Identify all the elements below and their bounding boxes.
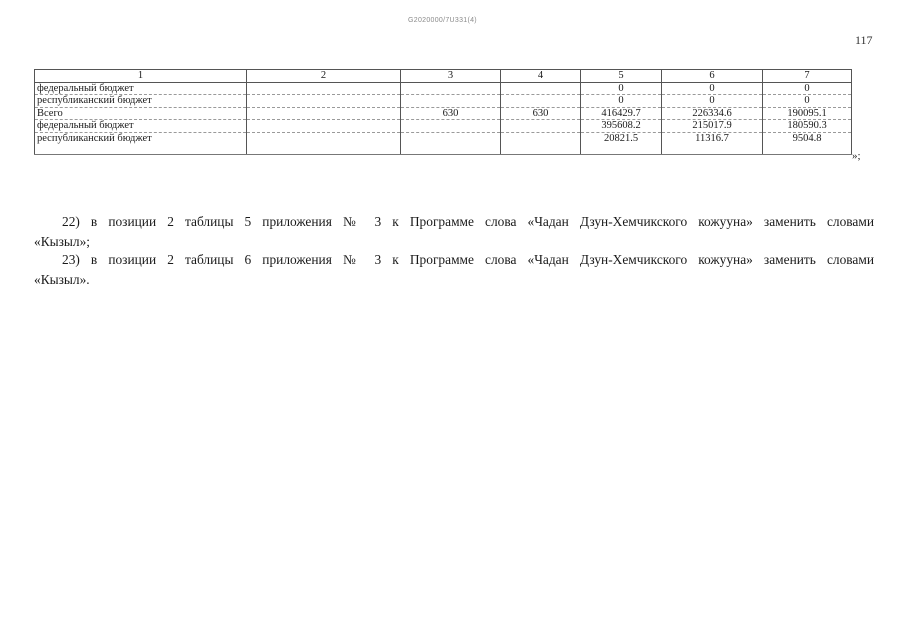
header-cell: 6	[662, 70, 763, 83]
table-cell	[401, 95, 501, 108]
table-cell: 0	[581, 82, 662, 95]
table-cell: 20821.5	[581, 132, 662, 154]
paragraph-text: «Кызыл».	[34, 272, 90, 287]
header-cell: 3	[401, 70, 501, 83]
table-cell	[401, 82, 501, 95]
table-cell	[501, 132, 581, 154]
row-label: федеральный бюджет	[35, 82, 247, 95]
table-row	[35, 107, 852, 120]
table-closing-quote: »;	[852, 150, 861, 162]
table-cell: 9504.8	[763, 132, 852, 154]
row-label: республиканский бюджет	[35, 132, 247, 154]
table-cell: 0	[581, 95, 662, 108]
table-cell	[247, 120, 401, 133]
table-cell	[501, 120, 581, 133]
paragraph-text: 23) в позиции 2 таблицы 6 приложения № 3 к Программе слова «Чадан Дзун-Хемчикского кожууна» заменить словами	[62, 252, 874, 267]
header-cell: 5	[581, 70, 662, 83]
table-cell: 630	[401, 107, 501, 120]
table-row	[35, 95, 852, 108]
table-cell	[247, 82, 401, 95]
paragraph-text: «Кызыл»;	[34, 234, 91, 249]
table-cell	[247, 95, 401, 108]
paragraph-item-23	[34, 250, 874, 290]
page-number: 117	[855, 33, 873, 47]
table-cell: 395608.2	[581, 120, 662, 133]
table-cell: 0	[662, 82, 763, 95]
table-cell	[247, 132, 401, 154]
header-cell: 2	[247, 70, 401, 83]
row-label: республиканский бюджет	[35, 95, 247, 108]
table-row	[35, 82, 852, 95]
header-cell: 1	[35, 70, 247, 83]
table-cell	[401, 132, 501, 154]
table-cell: 630	[501, 107, 581, 120]
budget-table	[34, 69, 851, 155]
table-cell: 0	[763, 82, 852, 95]
table-cell: 226334.6	[662, 107, 763, 120]
budget-table-grid	[34, 69, 852, 155]
table-cell	[501, 82, 581, 95]
document-code: G2020000/7U331(4)	[408, 17, 477, 24]
table-cell: 11316.7	[662, 132, 763, 154]
table-cell: 416429.7	[581, 107, 662, 120]
table-cell	[247, 107, 401, 120]
table-cell: 0	[763, 95, 852, 108]
row-label: Всего	[35, 107, 247, 120]
row-label: федеральный бюджет	[35, 120, 247, 133]
header-cell: 4	[501, 70, 581, 83]
table-cell: 190095.1	[763, 107, 852, 120]
paragraph-item-22	[34, 212, 874, 252]
paragraph-text: 22) в позиции 2 таблицы 5 приложения № 3 к Программе слова «Чадан Дзун-Хемчикского кожууна» заменить словами	[62, 214, 874, 229]
table-row	[35, 132, 852, 154]
table-cell: 0	[662, 95, 763, 108]
table-cell: 215017.9	[662, 120, 763, 133]
table-cell	[401, 120, 501, 133]
table-cell	[501, 95, 581, 108]
header-cell: 7	[763, 70, 852, 83]
table-cell: 180590.3	[763, 120, 852, 133]
table-header-row	[35, 70, 852, 83]
table-row	[35, 120, 852, 133]
